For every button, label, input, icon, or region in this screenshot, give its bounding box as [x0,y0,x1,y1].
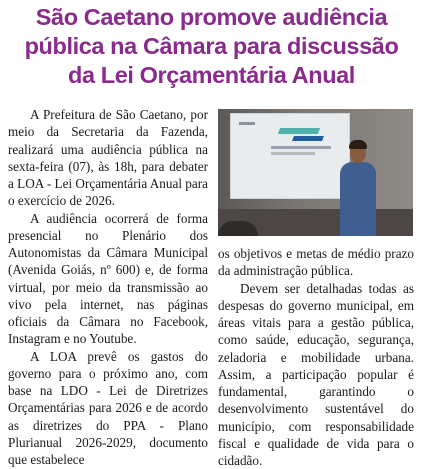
paragraph-4: Devem ser detalhadas todas as despesas do governo municipal, em áreas vitais para a gestão pública, como saúde, educação, segurança, zeladoria e mobilidade urbana. Assim, a participação popular é fundamental, garantindo o desenvolvimento sustentável do município, com responsabilidade fiscal e qualidade de vida para o cidadão. [218,280,414,469]
paragraph-2: A audiência ocorrerá de forma presencial no Plenário dos Autonomistas da Câmara Municipal (Avenida Goiás, nº 600) e, de forma virtual, por meio da transmissão ao vivo pela internet, nas páginas oficiais da Câmara no Facebook, Instagram e no Youtube. [8,210,208,348]
headline-line-2: pública na Câmara para discussão [0,32,423,61]
presenter-body [340,162,376,236]
screen-text-line-2 [271,152,315,155]
presenter-hair [349,140,367,149]
headline-line-3: da Lei Orçamentária Anual [0,61,423,90]
article-column-right [218,245,414,469]
article-photo [218,109,413,236]
article-column-left [8,106,208,468]
screen-logo-blue [292,136,324,141]
headline-line-1: São Caetano promove audiência [0,3,423,32]
paragraph-3-continuation: os objetivos e metas de médio prazo da administração pública. [218,245,414,280]
article-headline [0,3,423,90]
screen-logo-teal [278,128,320,134]
screen-text-small [239,122,255,125]
audience-silhouette [218,221,258,236]
screen-text-line [271,146,331,149]
paragraph-3: A LOA prevê os gastos do governo para o próximo ano, com base na LDO - Lei de Diretrizes Orçamentárias para 2026 e de acordo as diretrizes do PPA - Plano Plurianual 2026-2029, documento que estabelece [8,348,208,469]
paragraph-1: A Prefeitura de São Caetano, por meio da Secretaria da Fazenda, realizará uma audiência pública na sexta-feira (07), às 18h, para debater a LOA - Lei Orçamentária Anual para o exercício de 2026. [8,106,208,210]
projection-screen [230,113,350,199]
